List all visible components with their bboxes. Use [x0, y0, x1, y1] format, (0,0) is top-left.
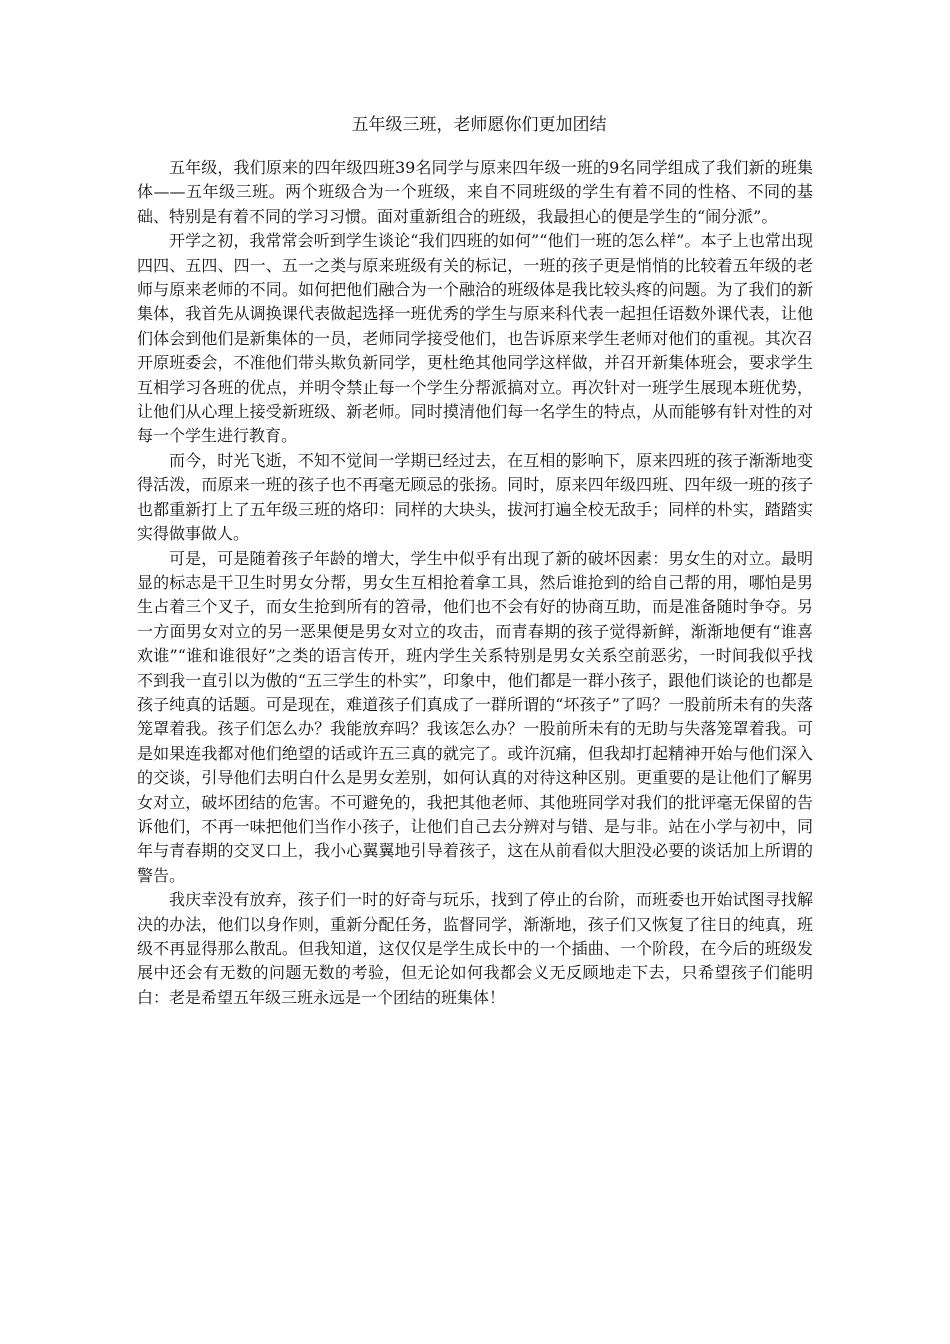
- document-page: [137, 112, 813, 1010]
- paragraph-3: 而今，时光飞逝，不知不觉间一学期已经过去，在互相的影响下，原来四班的孩子渐渐地变得活泼，而原来一班的孩子也不再毫无顾忌的张扬。同时，原来四年级四班、四年级一班的孩子也都重新打上了五年级三班的烙印：同样的大块头，拔河打遍全校无敌手；同样的朴实，踏踏实实得做事做人。: [137, 450, 813, 544]
- document-title: 五年级三班，老师愿你们更加团结: [351, 115, 607, 135]
- paragraph-1: 五年级，我们原来的四年级四班39名同学与原来四年级一班的9名同学组成了我们新的班集体——五年级三班。两个班级合为一个班级，来自不同班级的学生有着不同的性格、不同的基础、特别是有着不同的学习习惯。面对重新组合的班级，我最担心的便是学生的“闹分派”。: [137, 158, 813, 226]
- paragraph-5: 我庆幸没有放弃，孩子们一时的好奇与玩乐，找到了停止的台阶，而班委也开始试图寻找解决的办法，他们以身作则，重新分配任务，监督同学，渐渐地，孩子们又恢复了往日的纯真，班级不再显得那么散乱。但我知道，这仅仅是学生成长中的一个插曲、一个阶段，在今后的班级发展中还会有无数的问题无数的考验，但无论如何我都会义无反顾地走下去，只希望孩子们能明白：老是希望五年级三班永远是一个团结的班集体！: [137, 890, 813, 1007]
- paragraph-4: 可是，可是随着孩子年龄的增大，学生中似乎有出现了新的破坏因素：男女生的对立。最明显的标志是干卫生时男女分帮，男女生互相抢着拿工具，然后谁抢到的给自己帮的用，哪怕是男生占着三个叉子，而女生抢到所有的笤帚，他们也不会有好的协商互助，而是准备随时争夺。另一方面男女对立的另一恶果便是男女对立的攻击，而青春期的孩子觉得新鲜，渐渐地便有“谁喜欢谁”“谁和谁很好”之类的语言传开，班内学生关系特别是男女关系空前恶劣，一时间我似乎找不到我一直引以为傲的“五三学生的朴实”，印象中，他们都是一群小孩子，跟他们谈论的也都是孩子纯真的话题。可是现在，难道孩子们真成了一群所谓的“坏孩子”了吗？一股前所未有的失落笼罩着我。孩子们怎么办？我能放弃吗？我该怎么办？一股前所未有的无助与失落笼罩着我。可是如果连我都对他们绝望的话或许五三真的就完了。或许沉痛，但我却打起精神开始与他们深入的交谈，引导他们去明白什么是男女差别，如何认真的对待这种区别。更重要的是让他们了解男女对立，破坏团结的危害。不可避免的，我把其他老师、其他班同学对我们的批评毫无保留的告诉他们，不再一味把他们当作小孩子，让他们自己去分辨对与错、是与非。站在小学与初中，同年与青春期的交叉口上，我小心翼翼地引导着孩子，这在从前看似大胆没必要的谈话加上所谓的警告。: [137, 548, 813, 885]
- paragraph-2: 开学之初，我常常会听到学生谈论“我们四班的如何”“他们一班的怎么样”。本子上也常出现四四、五四、四一、五一之类与原来班级有关的标记，一班的孩子更是悄悄的比较着五年级的老师与原来老师的不同。如何把他们融合为一个融洽的班级体是我比较头疼的问题。为了我们的新集体，我首先从调换课代表做起选择一班优秀的学生与原来科代表一起担任语数外课代表，让他们体会到他们是新集体的一员，老师同学接受他们，也告诉原来学生老师对他们的重视。其次召开原班委会，不准他们带头欺负新同学，更杜绝其他同学这样做，并召开新集体班会，要求学生互相学习各班的优点，并明令禁止每一个学生分帮派搞对立。再次针对一班学生展现本班优势，让他们从心理上接受新班级、新老师。同时摸清他们每一名学生的特点，从而能够有针对性的对每一个学生进行教育。: [137, 231, 813, 446]
